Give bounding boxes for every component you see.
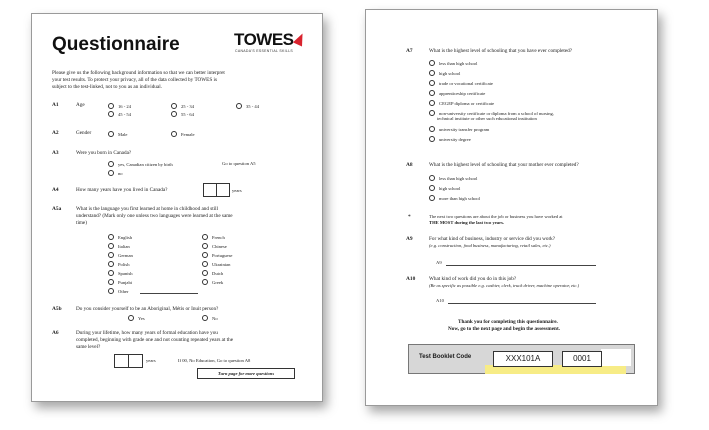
radio-icon[interactable] xyxy=(236,103,242,109)
radio-icon[interactable] xyxy=(202,252,208,258)
question-label-line-1: During your lifetime, how many years of formal education have you xyxy=(76,330,218,336)
language-option-german[interactable]: German xyxy=(108,252,133,258)
question-number: A9 xyxy=(406,236,413,242)
age-option-35-44[interactable]: 35 - 44 xyxy=(236,103,259,109)
radio-icon[interactable] xyxy=(202,279,208,285)
language-option-french[interactable]: French xyxy=(202,234,225,240)
radio-icon[interactable] xyxy=(202,243,208,249)
years-digit-box-2[interactable] xyxy=(216,183,230,197)
question-number: A3 xyxy=(52,150,59,156)
question-label: Gender xyxy=(76,130,92,136)
test-booklet-code-panel xyxy=(408,344,635,374)
radio-icon[interactable] xyxy=(429,110,435,116)
radio-icon[interactable] xyxy=(429,70,435,76)
schooling-option-6[interactable]: non-university certificate or diploma from a school of nursing, xyxy=(429,110,554,116)
years-digit-box-1[interactable] xyxy=(203,183,217,197)
radio-icon[interactable] xyxy=(202,234,208,240)
age-option-45-54[interactable]: 45 - 54 xyxy=(108,111,131,117)
radio-icon[interactable] xyxy=(108,170,114,176)
question-label: What kind of work did you do in this job? xyxy=(429,276,517,282)
radio-icon[interactable] xyxy=(108,288,114,294)
language-option-english[interactable]: English xyxy=(108,234,132,240)
language-option-portuguese[interactable]: Portuguese xyxy=(202,252,232,258)
question-label: What is the highest level of schooling that you have ever completed? xyxy=(429,48,573,54)
field-label: A9 xyxy=(436,260,442,265)
intro-line-2: your test results. To protect your privacy, all of the data collected by TOWES is xyxy=(52,77,217,83)
question-label-line-2: understand? (Mark only one unless two languages were learned at the same xyxy=(76,213,233,219)
radio-icon[interactable] xyxy=(202,315,208,321)
question-label-line-3: time) xyxy=(76,220,87,226)
radio-icon[interactable] xyxy=(108,279,114,285)
booklet-code-2[interactable]: 0001 xyxy=(562,351,602,367)
language-option-italian[interactable]: Italian xyxy=(108,243,130,249)
radio-icon[interactable] xyxy=(202,270,208,276)
radio-icon[interactable] xyxy=(171,131,177,137)
radio-icon[interactable] xyxy=(429,175,435,181)
mother-schooling-option-2[interactable]: high school xyxy=(429,185,460,191)
work-answer-field[interactable] xyxy=(448,303,596,304)
note-marker: * xyxy=(408,214,411,220)
schooling-option-7[interactable]: university transfer program xyxy=(429,126,489,132)
born-canada-yes[interactable]: yes, Canadian citizen by birth xyxy=(108,161,173,167)
gender-option-male[interactable]: Male xyxy=(108,131,127,137)
goto-instruction: If 00, No Education, Go to question A8 xyxy=(178,358,251,363)
aboriginal-option-no[interactable]: No xyxy=(202,315,218,321)
age-option-55-64[interactable]: 55 - 64 xyxy=(171,111,194,117)
turn-page-note: Turn page for more questions xyxy=(197,368,295,379)
towes-logo: TOWES xyxy=(234,30,305,50)
radio-icon[interactable] xyxy=(429,90,435,96)
language-option-ukrainian[interactable]: Ukrainian xyxy=(202,261,230,267)
language-option-chinese[interactable]: Chinese xyxy=(202,243,227,249)
question-label: Age xyxy=(76,102,85,108)
radio-icon[interactable] xyxy=(108,131,114,137)
question-number: A2 xyxy=(52,130,59,136)
question-number: A8 xyxy=(406,162,413,168)
schooling-option-3[interactable]: trade or vocational certificate xyxy=(429,80,493,86)
page-title: Questionnaire xyxy=(52,34,180,55)
radio-icon[interactable] xyxy=(171,103,177,109)
thanks-line-1: Thank you for completing this questionnaire. xyxy=(458,319,558,325)
question-label: What is the highest level of schooling that your mother ever completed? xyxy=(429,162,579,168)
radio-icon[interactable] xyxy=(108,270,114,276)
question-label-line-3: same level? xyxy=(76,344,101,350)
intro-line-1: Please give us the following background information so that we can better interpret xyxy=(52,70,225,76)
radio-icon[interactable] xyxy=(429,185,435,191)
question-number: A5a xyxy=(52,206,62,212)
question-label-line-2: completed, beginning with grade one and not counting repeated years at the xyxy=(76,337,234,343)
radio-icon[interactable] xyxy=(429,80,435,86)
questionnaire-page-2 xyxy=(365,9,658,406)
language-option-spanish[interactable]: Spanish xyxy=(108,270,133,276)
radio-icon[interactable] xyxy=(429,60,435,66)
test-booklet-code-label: Test Booklet Code xyxy=(419,354,472,360)
schooling-option-5[interactable]: CEGEP diploma or certificate xyxy=(429,100,494,106)
language-option-dutch[interactable]: Dutch xyxy=(202,270,223,276)
radio-icon[interactable] xyxy=(108,261,114,267)
education-digit-box-2[interactable] xyxy=(128,354,143,368)
question-number: A6 xyxy=(52,330,59,336)
field-label: A10 xyxy=(436,298,444,303)
radio-icon[interactable] xyxy=(429,100,435,106)
radio-icon[interactable] xyxy=(429,136,435,142)
education-years-unit: years xyxy=(146,358,156,363)
language-option-other[interactable]: Other xyxy=(108,288,128,294)
goto-instruction: Go to question A5 xyxy=(222,161,256,166)
thanks-line-2: Now, go to the next page and begin the assessment. xyxy=(448,326,560,332)
radio-icon[interactable] xyxy=(429,126,435,132)
radio-icon[interactable] xyxy=(128,315,134,321)
schooling-option-8[interactable]: university degree xyxy=(429,136,471,142)
language-option-greek[interactable]: Greek xyxy=(202,279,223,285)
job-note-line-2: THE MOST during the last two years. xyxy=(429,220,505,225)
question-number: A4 xyxy=(52,187,59,193)
question-number: A7 xyxy=(406,48,413,54)
question-label: For what kind of business, industry or service did you work? xyxy=(429,236,556,242)
question-number: A1 xyxy=(52,102,59,108)
language-option-punjabi[interactable]: Punjabi xyxy=(108,279,132,285)
question-label-line-1: What is the language you first learned at home in childhood and still xyxy=(76,206,219,212)
schooling-option-4[interactable]: apprenticeship certificate xyxy=(429,90,485,96)
booklet-code-1[interactable]: XXX101A xyxy=(493,351,553,367)
radio-icon[interactable] xyxy=(202,261,208,267)
schooling-option-6-continued: technical institute or other such educational institution xyxy=(437,116,537,121)
business-answer-field[interactable] xyxy=(446,265,596,266)
question-number: A5b xyxy=(52,306,62,312)
blank-area xyxy=(601,349,631,366)
question-number: A10 xyxy=(406,276,416,282)
question-label: How many years have you lived in Canada? xyxy=(76,187,168,193)
years-unit: years xyxy=(232,188,242,193)
job-note-line-1: The next two questions are about the job or business you have worked at xyxy=(429,214,563,219)
towes-logo-subtitle: CANADA'S ESSENTIAL SKILLS xyxy=(235,49,294,53)
question-label: Do you consider yourself to be an Aboriginal, Métis or Inuit person? xyxy=(76,306,219,312)
radio-icon[interactable] xyxy=(429,195,435,201)
radio-icon[interactable] xyxy=(108,103,114,109)
age-option-16-24[interactable]: 16 - 24 xyxy=(108,103,131,109)
radio-icon[interactable] xyxy=(108,161,114,167)
radio-icon[interactable] xyxy=(108,234,114,240)
gender-option-female[interactable]: Female xyxy=(171,131,195,137)
education-digit-box-1[interactable] xyxy=(114,354,129,368)
question-label: Were you born in Canada? xyxy=(76,150,132,156)
radio-icon[interactable] xyxy=(108,111,114,117)
aboriginal-option-yes[interactable]: Yes xyxy=(128,315,145,321)
age-option-25-34[interactable]: 25 - 34 xyxy=(171,103,194,109)
other-language-field[interactable] xyxy=(140,293,198,294)
mother-schooling-option-3[interactable]: more than high school xyxy=(429,195,480,201)
language-option-polish[interactable]: Polish xyxy=(108,261,130,267)
mother-schooling-option-1[interactable]: less than high school xyxy=(429,175,477,181)
question-hint: (e.g. construction, food business, manufacturing, retail sales, etc.) xyxy=(429,243,551,248)
born-canada-no[interactable]: no xyxy=(108,170,123,176)
radio-icon[interactable] xyxy=(108,252,114,258)
questionnaire-page-1 xyxy=(31,13,323,402)
schooling-option-2[interactable]: high school xyxy=(429,70,460,76)
schooling-option-1[interactable]: less than high school xyxy=(429,60,477,66)
radio-icon[interactable] xyxy=(108,243,114,249)
question-hint: (Be as specific as possible e.g. cashier, clerk, truck driver, machine operator, etc.) xyxy=(429,283,580,288)
radio-icon[interactable] xyxy=(171,111,177,117)
intro-line-3: subject to the test-linked, not to you as an individual. xyxy=(52,84,162,90)
